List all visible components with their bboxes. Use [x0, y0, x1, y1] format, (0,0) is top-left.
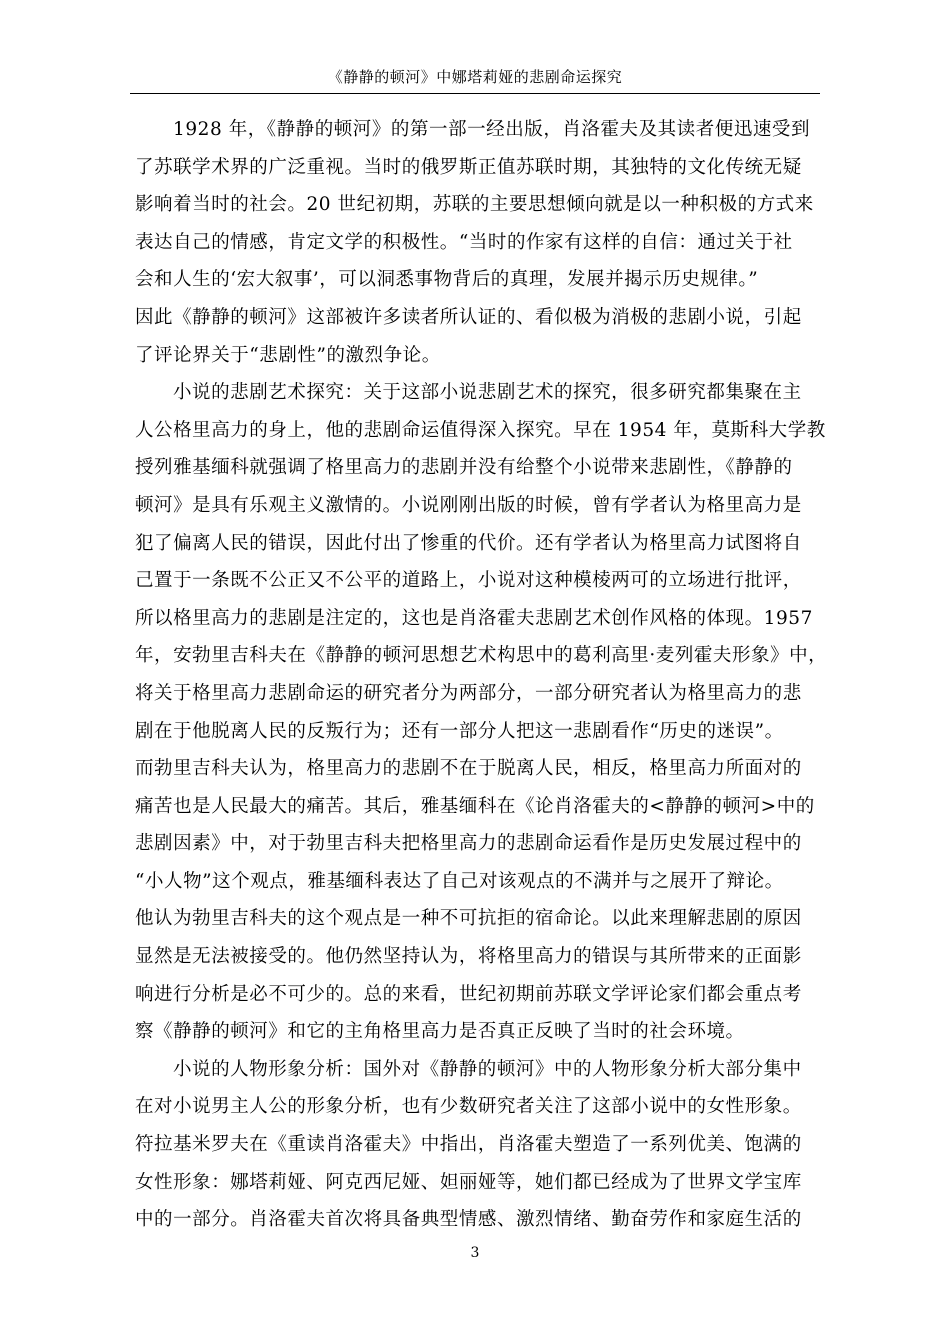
text-line: 所以格里高力的悲剧是注定的，这也是肖洛霍夫悲剧艺术创作风格的体现。1957 [135, 607, 813, 629]
text-line: 了苏联学术界的广泛重视。当时的俄罗斯正值苏联时期，其独特的文化传统无疑 [135, 156, 802, 178]
text-line: 将关于格里高力悲剧命运的研究者分为两部分，一部分研究者认为格里高力的悲 [135, 682, 802, 704]
text-line: 会和人生的‘宏大叙事’，可以洞悉事物背后的真理，发展并揭示历史规律。” [135, 269, 759, 291]
page-number: 3 [470, 1245, 480, 1261]
text-line: 顿河》是具有乐观主义激情的。小说刚刚出版的时候，曾有学者认为格里高力是 [135, 494, 802, 516]
text-line: 了评论界关于“悲剧性”的激烈争论。 [135, 344, 441, 366]
text-line: 他认为勃里吉科夫的这个观点是一种不可抗拒的宿命论。以此来理解悲剧的原因 [135, 908, 802, 930]
text-line: 而勃里吉科夫认为，格里高力的悲剧不在于脱离人民，相反，格里高力所面对的 [135, 758, 802, 780]
body-text [135, 111, 828, 1239]
text-line: 影响着当时的社会。20 世纪初期，苏联的主要思想倾向就是以一种积极的方式来 [135, 194, 814, 216]
text-line: 女性形象：娜塔莉娅、阿克西尼娅、妲丽娅等，她们都已经成为了世界文学宝库 [135, 1171, 802, 1193]
running-header: 《静静的顿河》中娜塔莉娅的悲剧命运探究 [327, 68, 623, 86]
paragraph-1 [135, 111, 825, 374]
text-line: 符拉基米罗夫在《重读肖洛霍夫》中指出，肖洛霍夫塑造了一系列优美、饱满的 [135, 1134, 802, 1156]
text-line: 察《静静的顿河》和它的主角格里高力是否真正反映了当时的社会环境。 [135, 1021, 745, 1043]
paragraph-2 [135, 374, 828, 1051]
text-line: 年，安勃里吉科夫在《静静的顿河思想艺术构思中的葛利高里·麦列霍夫形象》中， [135, 645, 828, 667]
text-line: 剧在于他脱离人民的反叛行为；还有一部分人把这一悲剧看作“历史的迷误”。 [135, 720, 784, 742]
header-rule [130, 93, 820, 94]
text-line: 小说的悲剧艺术探究：关于这部小说悲剧艺术的探究，很多研究都集聚在主 [173, 382, 802, 404]
text-line: 己置于一条既不公正又不公平的道路上，小说对这种模棱两可的立场进行批评， [135, 570, 802, 592]
text-line: 人公格里高力的身上，他的悲剧命运值得深入探究。早在 1954 年，莫斯科大学教 [135, 419, 826, 441]
text-line: 授列雅基缅科就强调了格里高力的悲剧并没有给整个小说带来悲剧性，《静静的 [135, 457, 793, 479]
text-line: 表达自己的情感，肯定文学的积极性。“当时的作家有这样的自信：通过关于社 [135, 231, 793, 253]
text-line: 小说的人物形象分析：国外对《静静的顿河》中的人物形象分析大部分集中 [173, 1058, 802, 1080]
text-line: 悲剧因素》中，对于勃里吉科夫把格里高力的悲剧命运看作是历史发展过程中的 [135, 833, 802, 855]
text-line: 1928 年，《静静的顿河》的第一部一经出版，肖洛霍夫及其读者便迅速受到 [173, 119, 811, 140]
text-line: 中的一部分。肖洛霍夫首次将具备典型情感、激烈情绪、勤奋劳作和家庭生活的 [135, 1209, 802, 1231]
paragraph-3 [135, 1051, 825, 1239]
text-line: 因此《静静的顿河》这部被许多读者所认证的、看似极为消极的悲剧小说，引起 [135, 306, 802, 328]
text-line: 在对小说男主人公的形象分析，也有少数研究者关注了这部小说中的女性形象。 [135, 1096, 802, 1118]
text-line: 痛苦也是人民最大的痛苦。其后，雅基缅科在《论肖洛霍夫的<静静的顿河>中的 [135, 795, 815, 817]
text-line: “小人物”这个观点，雅基缅科表达了自己对该观点的不满并与之展开了辩论。 [135, 870, 784, 892]
text-line: 响进行分析是必不可少的。总的来看，世纪初期前苏联文学评论家们都会重点考 [135, 983, 802, 1005]
text-line: 显然是无法被接受的。他仍然坚持认为，将格里高力的错误与其所带来的正面影 [135, 946, 802, 968]
text-line: 犯了偏离人民的错误，因此付出了惨重的代价。还有学者认为格里高力试图将自 [135, 532, 802, 554]
